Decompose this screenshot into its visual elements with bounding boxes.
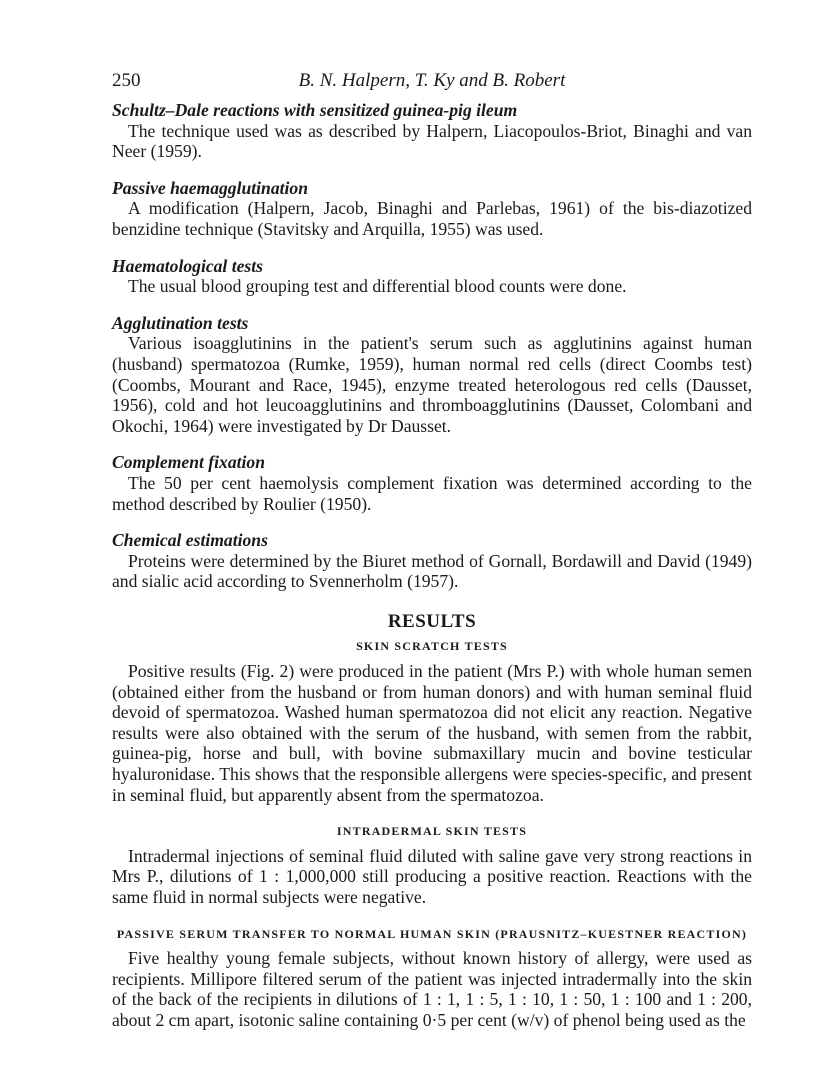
page-number: 250: [112, 70, 141, 91]
article-body: [112, 100, 752, 1031]
section-paragraph-schultz-dale: The technique used was as described by Halpern, Liacopoulos-Briot, Binaghi and van Neer (1959).: [112, 120, 752, 162]
section-heading-chemical-estimations: Chemical estimations: [112, 530, 268, 551]
results-heading: RESULTS: [387, 610, 477, 632]
section-paragraph-haematological-tests: The usual blood grouping test and differential blood counts were done.: [128, 276, 627, 297]
section-paragraph-agglutination-tests: Various isoagglutinins in the patient's serum such as agglutinins against human (husband) spermatozoa (Rumke, 1959), human normal red cells (direct Coombs test) (Coombs, Mourant and Race, 1945), enzyme treated heterologous red cells (Dausset, 1956), cold and hot leucoagglutinins and thromboagglutinins (Dausset, Colombani and Okochi, 1964) were investigated by Dr Dausset.: [112, 333, 752, 436]
section-paragraph-chemical-estimations: Proteins were determined by the Biuret method of Gornall, Bordawill and David (1949) and sialic acid according to Svennerholm (1957).: [112, 550, 752, 592]
paragraph-skin-scratch-tests: Positive results (Fig. 2) were produced in the patient (Mrs P.) with whole human semen (obtained either from the husband or from human donors) and with human seminal fluid devoid of spermatozoa. Washed human spermatozoa did not elicit any reaction. Negative results were also obtained with the serum of the husband, with semen from the rabbit, guinea-pig, horse and bull, with bovine submaxillary mucin and bovine testicular hyaluronidase. This shows that the responsible allergens were species-specific, and present in seminal fluid, but apparently absent from the spermatozoa.: [112, 661, 752, 805]
section-paragraph-passive-haemagglutination: A modification (Halpern, Jacob, Binaghi and Parlebas, 1961) of the bis-diazotized benzidine technique (Stavitsky and Arquilla, 1955) was used.: [112, 198, 752, 239]
section-heading-schultz-dale: Schultz–Dale reactions with sensitized guinea-pig ileum: [112, 100, 518, 120]
running-head-authors: B. N. Halpern, T. Ky and B. Robert: [298, 70, 566, 91]
subheading-intradermal-skin-tests: INTRADERMAL SKIN TESTS: [336, 824, 528, 839]
section-heading-complement-fixation: Complement fixation: [112, 452, 265, 473]
section-heading-haematological-tests: Haematological tests: [112, 255, 263, 276]
paragraph-intradermal-skin-tests: Intradermal injections of seminal fluid diluted with saline gave very strong reactions in Mrs P., dilutions of 1 : 1,000,000 still producing a positive reaction. Reactions with the same fluid in normal subjects were negative.: [112, 845, 752, 907]
paragraph-passive-serum-transfer: Five healthy young female subjects, without known history of allergy, were used as recipients. Millipore filtered serum of the patient was injected intradermally into the skin of the back of the recipients in dilutions of 1 : 1, 1 : 5, 1 : 10, 1 : 50, 1 : 100 and 1 : 200, about 2 cm apart, isotonic saline containing 0·5 per cent (w/v) of phenol being used as the: [112, 948, 752, 1030]
section-heading-agglutination-tests: Agglutination tests: [112, 312, 249, 333]
subheading-skin-scratch-tests: SKIN SCRATCH TESTS: [356, 639, 508, 654]
section-paragraph-complement-fixation: The 50 per cent haemolysis complement fixation was determined according to the method described by Roulier (1950).: [112, 472, 752, 514]
subheading-passive-serum-transfer: PASSIVE SERUM TRANSFER TO NORMAL HUMAN SKIN (PRAUSNITZ–KUESTNER REACTION): [116, 926, 748, 941]
section-heading-passive-haemagglutination: Passive haemagglutination: [112, 177, 308, 198]
running-head: [112, 70, 752, 94]
